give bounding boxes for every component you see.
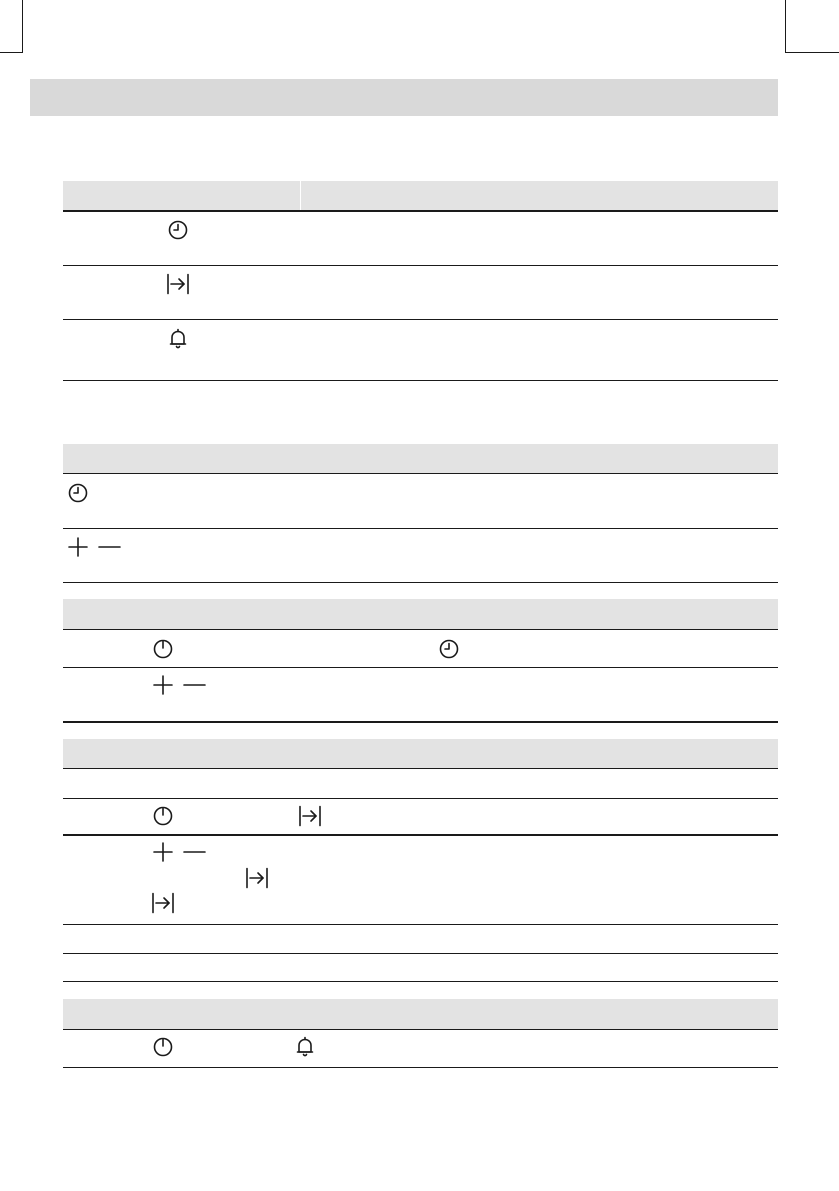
table-rule [63, 265, 778, 266]
plus-minus-icon [151, 673, 207, 697]
table-rule [63, 834, 778, 836]
table-rule [63, 629, 778, 630]
clock-icon [166, 218, 190, 242]
table-rule [63, 953, 778, 954]
table-rule [63, 582, 778, 583]
clock-icon [437, 637, 461, 661]
table-rule [63, 667, 778, 668]
crop-mark-top-right [785, 0, 786, 53]
plus-minus-icon [151, 840, 207, 864]
table-rule [63, 319, 778, 320]
end-time-icon [151, 891, 175, 915]
table-header [63, 444, 778, 473]
table-rule [63, 1067, 778, 1068]
power-icon [151, 637, 175, 661]
table-header [63, 599, 778, 629]
table-rule [63, 380, 778, 381]
column-divider [300, 181, 301, 211]
table-rule [63, 981, 778, 982]
end-time-icon [245, 866, 269, 890]
bell-icon [293, 1035, 317, 1059]
power-icon [151, 804, 175, 828]
power-icon [151, 1035, 175, 1059]
clock-icon [66, 481, 90, 505]
table-rule [63, 924, 778, 925]
table-rule [63, 210, 778, 212]
table-rule [63, 798, 778, 799]
table-header [63, 999, 778, 1029]
table-rule [63, 768, 778, 769]
table-rule [63, 1029, 778, 1030]
crop-mark-top [22, 0, 23, 53]
section-header-bar [30, 79, 778, 116]
plus-minus-icon [66, 535, 122, 559]
table-rule [63, 528, 778, 529]
table-header [63, 181, 778, 211]
table-rule [63, 473, 778, 474]
table-header [63, 739, 778, 768]
bell-icon [166, 327, 190, 351]
crop-mark-left [0, 52, 22, 53]
table-rule [63, 721, 778, 723]
end-time-icon [166, 272, 190, 296]
crop-mark-right [785, 52, 839, 53]
end-time-icon [298, 804, 322, 828]
